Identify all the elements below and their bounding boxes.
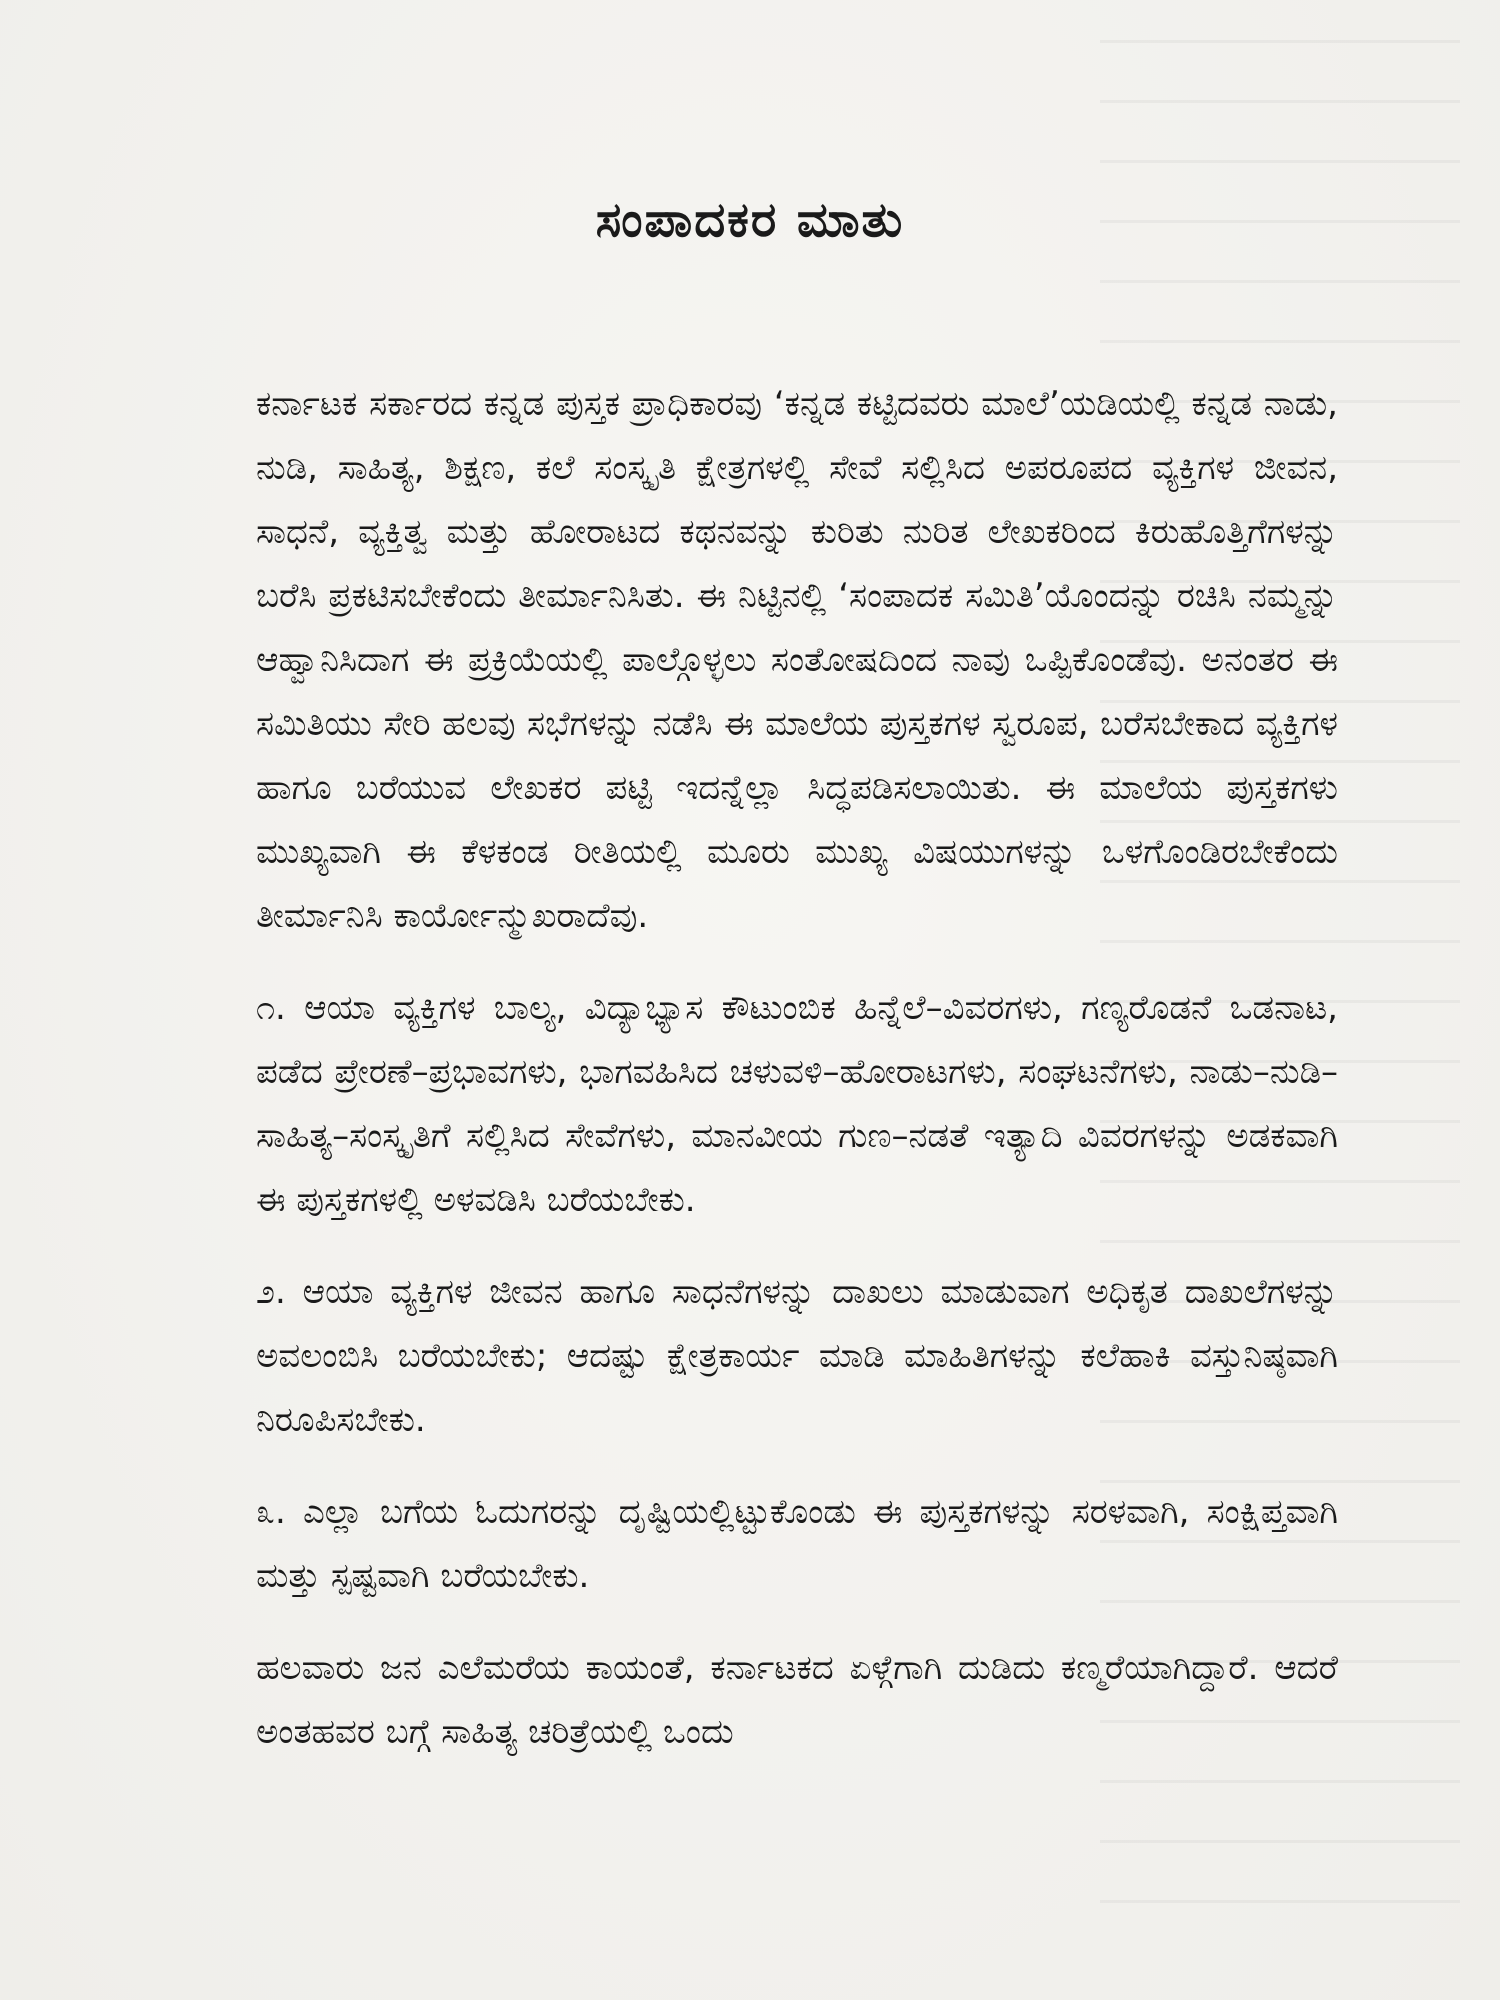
paragraph-intro: ಕರ್ನಾಟಕ ಸರ್ಕಾರದ ಕನ್ನಡ ಪುಸ್ತಕ ಪ್ರಾಧಿಕಾರವು ‘ಕನ್ನಡ ಕಟ್ಟಿದವರು ಮಾಲೆ’ಯಡಿಯಲ್ಲಿ ಕನ್ನಡ ನಾಡು, ನುಡಿ, ಸಾಹಿತ್ಯ, ಶಿಕ್ಷಣ, ಕಲೆ ಸಂಸ್ಕೃತಿ ಕ್ಷೇತ್ರಗಳಲ್ಲಿ ಸೇವೆ ಸಲ್ಲಿಸಿದ ಅಪರೂಪದ ವ್ಯಕ್ತಿಗಳ ಜೀವನ, ಸಾಧನೆ, ವ್ಯಕ್ತಿತ್ವ ಮತ್ತು ಹೋರಾಟದ ಕಥನವನ್ನು ಕುರಿತು ನುರಿತ ಲೇಖಕರಿಂದ ಕಿರುಹೊತ್ತಿಗೆಗಳನ್ನು ಬರೆಸಿ ಪ್ರಕಟಿಸಬೇಕೆಂದು ತೀರ್ಮಾನಿಸಿತು. ಈ ನಿಟ್ಟಿನಲ್ಲಿ ‘ಸಂಪಾದಕ ಸಮಿತಿ’ಯೊಂದನ್ನು ರಚಿಸಿ ನಮ್ಮನ್ನು ಆಹ್ವಾನಿಸಿದಾಗ ಈ ಪ್ರಕ್ರಿಯೆಯಲ್ಲಿ ಪಾಲ್ಗೊಳ್ಳಲು ಸಂತೋಷದಿಂದ ನಾವು ಒಪ್ಪಿಕೊಂಡೆವು. ಅನಂತರ ಈ ಸಮಿತಿಯು ಸೇರಿ ಹಲವು ಸಭೆಗಳನ್ನು ನಡೆಸಿ ಈ ಮಾಲೆಯ ಪುಸ್ತಕಗಳ ಸ್ವರೂಪ, ಬರೆಸಬೇಕಾದ ವ್ಯಕ್ತಿಗಳ ಹಾಗೂ ಬರೆಯುವ ಲೇಖಕರ ಪಟ್ಟಿ ಇದನ್ನೆಲ್ಲಾ ಸಿದ್ಧಪಡಿಸಲಾಯಿತು. ಈ ಮಾಲೆಯ ಪುಸ್ತಕಗಳು ಮುಖ್ಯವಾಗಿ ಈ ಕೆಳಕಂಡ ರೀತಿಯಲ್ಲಿ ಮೂರು ಮುಖ್ಯ ವಿಷಯುಗಳನ್ನು ಒಳಗೊಂಡಿರಬೇಕೆಂದು ತೀರ್ಮಾನಿಸಿ ಕಾರ್ಯೋನ್ಮುಖರಾದೆವು. — [256, 384, 1338, 936]
body-text — [188, 372, 1338, 1792]
paragraph-closing: ಹಲವಾರು ಜನ ಎಲೆಮರೆಯ ಕಾಯಂತೆ, ಕರ್ನಾಟಕದ ಏಳ್ಗೆಗಾಗಿ ದುಡಿದು ಕಣ್ಮರೆಯಾಗಿದ್ದಾರೆ. ಆದರೆ ಅಂತಹವರ ಬಗ್ಗೆ ಸಾಹಿತ್ಯ ಚರಿತ್ರೆಯಲ್ಲಿ ಒಂದು — [256, 1648, 1338, 1752]
paragraph-point-1: ೧. ಆಯಾ ವ್ಯಕ್ತಿಗಳ ಬಾಲ್ಯ, ವಿದ್ಯಾಭ್ಯಾಸ ಕೌಟುಂಬಿಕ ಹಿನ್ನೆಲೆ–ವಿವರಗಳು, ಗಣ್ಯರೊಡನೆ ಒಡನಾಟ, ಪಡೆದ ಪ್ರೇರಣೆ–ಪ್ರಭಾವಗಳು, ಭಾಗವಹಿಸಿದ ಚಳುವಳಿ–ಹೋರಾಟಗಳು, ಸಂಘಟನೆಗಳು, ನಾಡು–ನುಡಿ–ಸಾಹಿತ್ಯ–ಸಂಸ್ಕೃತಿಗೆ ಸಲ್ಲಿಸಿದ ಸೇವೆಗಳು, ಮಾನವೀಯ ಗುಣ–ನಡತೆ ಇತ್ಯಾದಿ ವಿವರಗಳನ್ನು ಅಡಕವಾಗಿ ಈ ಪುಸ್ತಕಗಳಲ್ಲಿ ಅಳವಡಿಸಿ ಬರೆಯಬೇಕು. — [256, 988, 1338, 1220]
paragraph-point-3: ೩. ಎಲ್ಲಾ ಬಗೆಯ ಓದುಗರನ್ನು ದೃಷ್ಟಿಯಲ್ಲಿಟ್ಟುಕೊಂಡು ಈ ಪುಸ್ತಕಗಳನ್ನು ಸರಳವಾಗಿ, ಸಂಕ್ಷಿಪ್ತವಾಗಿ ಮತ್ತು ಸ್ಪಷ್ಟವಾಗಿ ಬರೆಯಬೇಕು. — [256, 1492, 1338, 1596]
page-title: ಸಂಪಾದಕರ ಮಾತು — [595, 192, 905, 248]
paragraph-point-2: ೨. ಆಯಾ ವ್ಯಕ್ತಿಗಳ ಜೀವನ ಹಾಗೂ ಸಾಧನೆಗಳನ್ನು ದಾಖಲು ಮಾಡುವಾಗ ಅಧಿಕೃತ ದಾಖಲೆಗಳನ್ನು ಅವಲಂಬಿಸಿ ಬರೆಯಬೇಕು; ಆದಷ್ಟು ಕ್ಷೇತ್ರಕಾರ್ಯ ಮಾಡಿ ಮಾಹಿತಿಗಳನ್ನು ಕಲೆಹಾಕಿ ವಸ್ತುನಿಷ್ಠವಾಗಿ ನಿರೂಪಿಸಬೇಕು. — [256, 1272, 1338, 1440]
